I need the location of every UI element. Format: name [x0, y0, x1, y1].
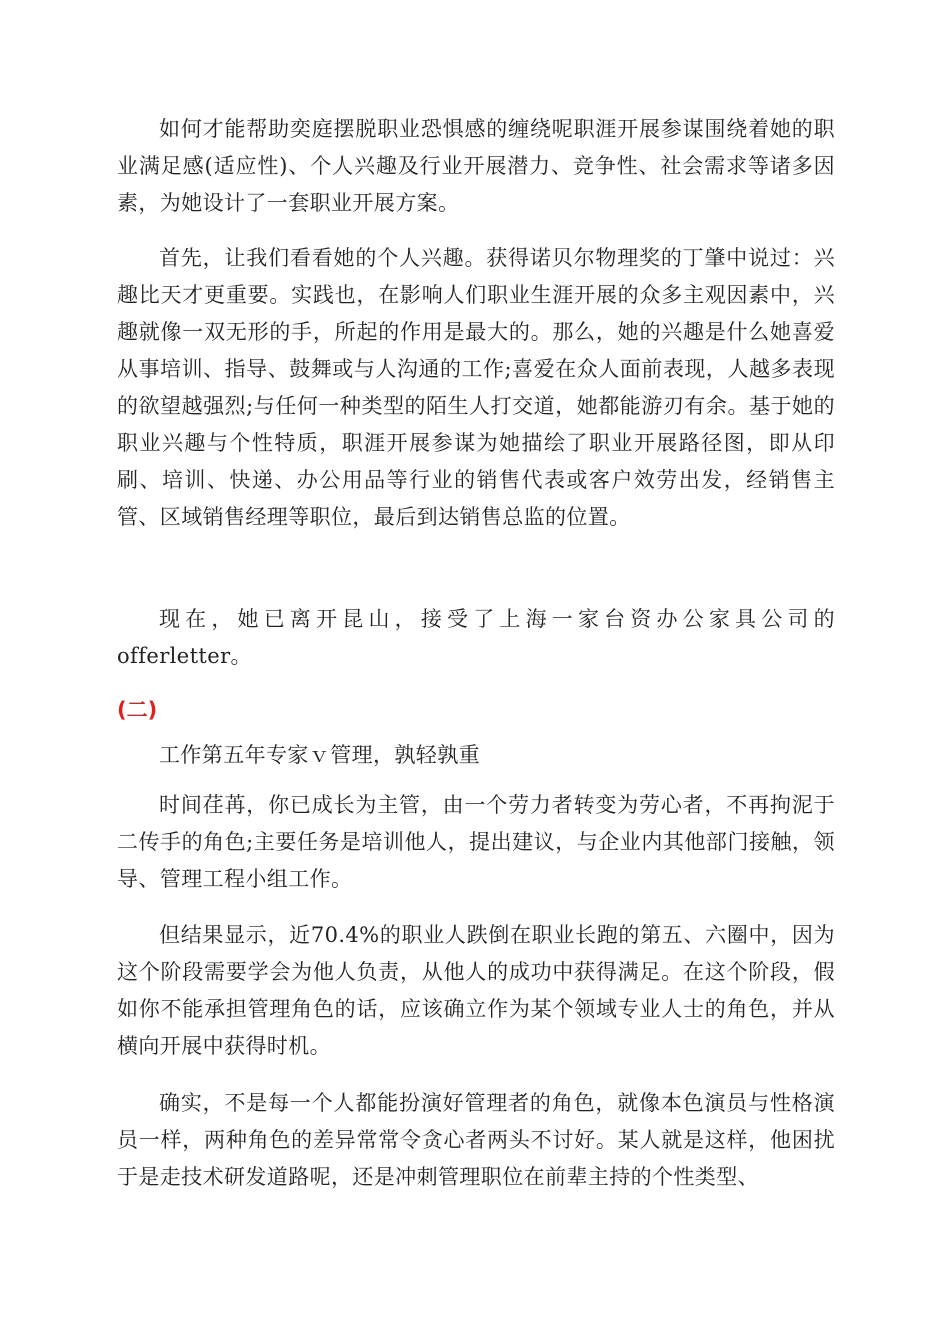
subtitle-expert-vs-management: 工作第五年专家ｖ管理，孰轻孰重: [159, 743, 480, 767]
paragraph-career-plan: 如何才能帮助奕庭摆脱职业恐惧感的缠绕呢职涯开展参谋围绕着她的职业满足感(适应性)、个人兴趣及行业开展潜力、竞争性、社会需求等诸多因素，为她设计了一套职业开展方案。: [117, 117, 835, 215]
paragraph-results: 但结果显示，近70.4%的职业人跌倒在职业长跑的第五、六圈中，因为这个阶段需要学会为他人负责，从他人的成功中获得满足。在这个阶段，假如你不能承担管理角色的话，应该确立作为某个领域专业人士的角色，并从横向开展中获得时机。: [117, 923, 835, 1058]
section-heading: (二): [117, 698, 158, 722]
paragraph-supervisor: 时间荏苒，你已成长为主管，由一个劳力者转变为劳心者，不再拘泥于二传手的角色;主要任务是培训他人，提出建议，与企业内其他部门接触，领导、管理工程小组工作。: [117, 793, 835, 891]
paragraph-roles: 确实，不是每一个人都能扮演好管理者的角色，就像本色演员与性格演员一样，两种角色的差异常常令贪心者两头不讨好。某人就是这样，他困扰于是走技术研发道路呢，还是冲刺管理职位在前辈主持的个性类型、: [117, 1091, 835, 1189]
paragraph-interests: 首先，让我们看看她的个人兴趣。获得诺贝尔物理奖的丁肇中说过：兴趣比天才更重要。实践也，在影响人们职业生涯开展的众多主观因素中，兴趣就像一双无形的手，所起的作用是最大的。那么，她的兴趣是什么她喜爱从事培训、指导、鼓舞或与人沟通的工作;喜爱在众人面前表现，人越多表现的欲望越强烈;与任何一种类型的陌生人打交道，她都能游刃有余。基于她的职业兴趣与个性特质，职涯开展参谋为她描绘了职业开展路径图，即从印刷、培训、快递、办公用品等行业的销售代表或客户效劳出发，经销售主管、区域销售经理等职位，最后到达销售总监的位置。: [117, 246, 835, 529]
paragraph-current-job: 现在，她已离开昆山，接受了上海一家台资办公家具公司的offerletter。: [117, 607, 835, 668]
